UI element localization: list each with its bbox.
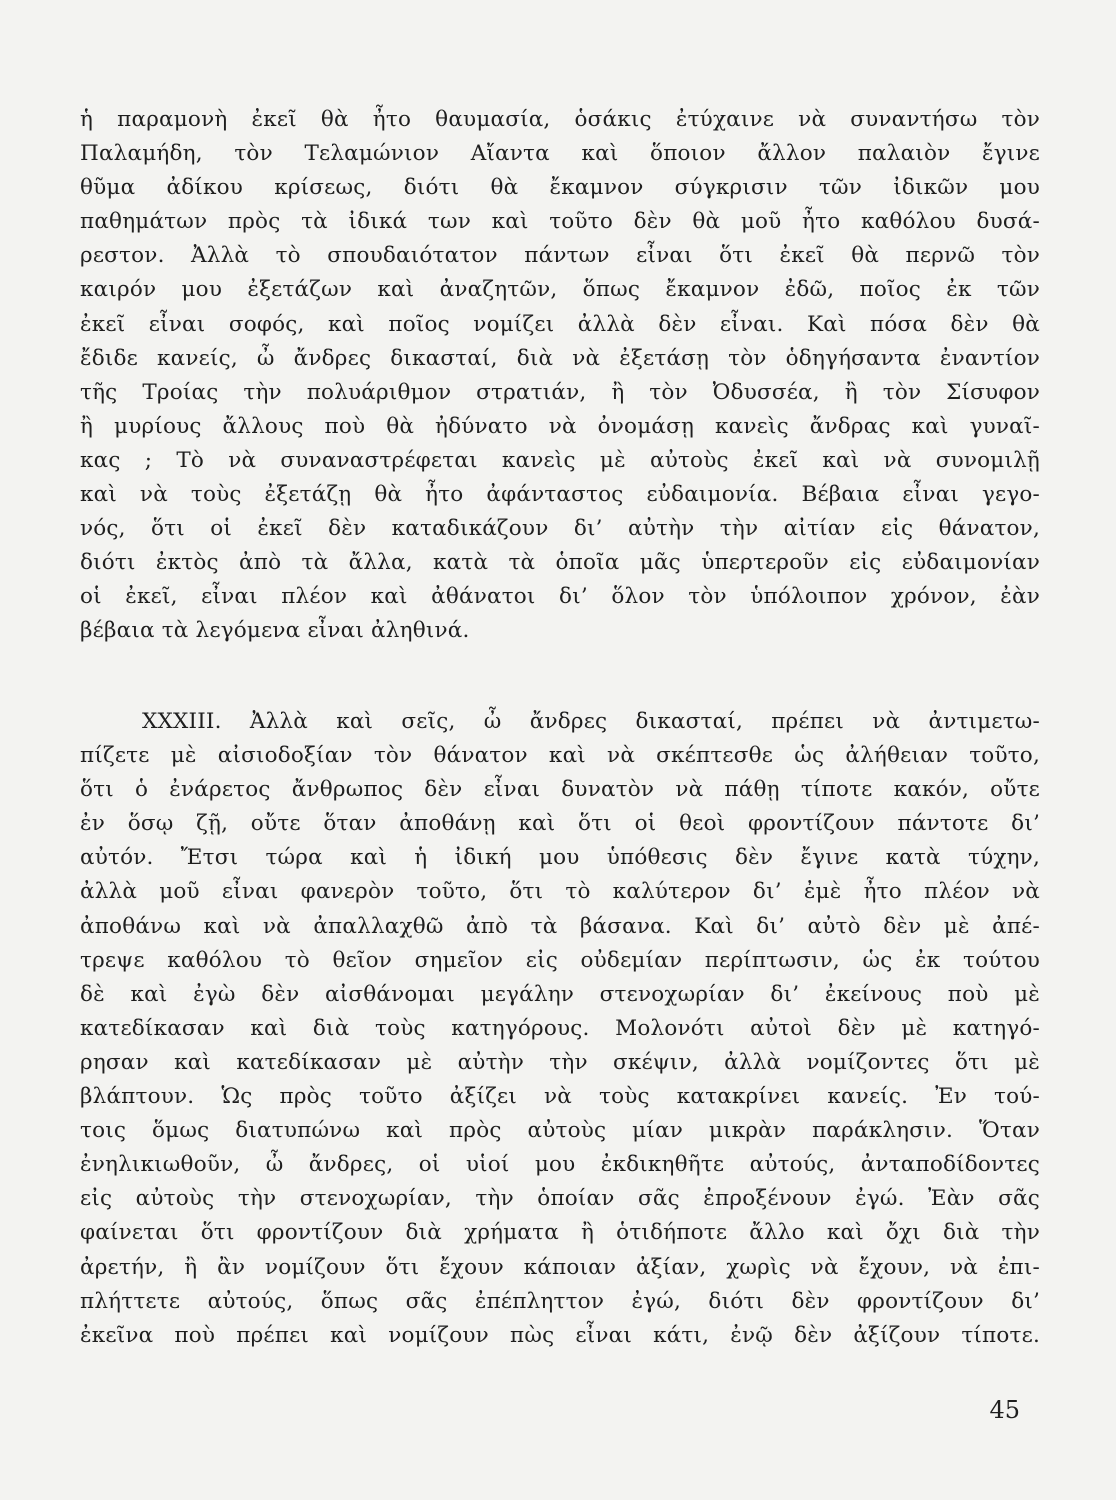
chapter-opening-line: XXXIII. Ἀλλὰ καὶ σεῖς, ὦ ἄνδρες δικασταί, πρέπει νὰ ἀντιμετω- (142, 709, 1040, 734)
text-line: τρεψε καθόλου τὸ θεῖον σημεῖον εἰς οὐδεμίαν περίπτωσιν, ὡς ἐκ τούτου (80, 947, 1040, 973)
text-line: ἀποθάνω καὶ νὰ ἀπαλλαχθῶ ἀπὸ τὰ βάσανα. Καὶ δι’ αὐτὸ δὲν μὲ ἀπέ- (80, 913, 1040, 939)
paragraph-2 (80, 705, 1040, 1353)
text-line: κατεδίκασαν καὶ διὰ τοὺς κατηγόρους. Μολονότι αὐτοὶ δὲν μὲ κατηγό- (80, 1015, 1040, 1041)
text-line: αὐτόν. Ἔτσι τώρα καὶ ἡ ἰδική μου ὑπόθεσις δὲν ἔγινε κατὰ τύχην, (80, 845, 1040, 871)
text-line: ἔδιδε κανείς, ὦ ἄνδρες δικασταί, διὰ νὰ ἐξετάσῃ τὸν ὁδηγήσαντα ἐναντίον (80, 345, 1040, 371)
text-line: ρεστον. Ἀλλὰ τὸ σπουδαιότατον πάντων εἶναι ὅτι ἐκεῖ θὰ περνῶ τὸν (80, 243, 1040, 269)
text-line: ἐν ὅσῳ ζῇ, οὔτε ὅταν ἀποθάνῃ καὶ ὅτι οἱ θεοὶ φροντίζουν πάντοτε δι’ (80, 811, 1040, 837)
text-line: θῦμα ἀδίκου κρίσεως, διότι θὰ ἔκαμνον σύγκρισιν τῶν ἰδικῶν μου (80, 175, 1040, 201)
text-line: ἀρετήν, ἢ ἂν νομίζουν ὅτι ἔχουν κάποιαν ἀξίαν, χωρὶς νὰ ἔχουν, νὰ ἐπι- (80, 1254, 1040, 1280)
text-line: τοις ὅμως διατυπώνω καὶ πρὸς αὐτοὺς μίαν μικρὰν παράκλησιν. Ὅταν (80, 1118, 1040, 1144)
text-line: τῆς Τροίας τὴν πολυάριθμον στρατιάν, ἢ τὸν Ὀδυσσέα, ἢ τὸν Σίσυφον (80, 379, 1040, 405)
text-line: διότι ἐκτὸς ἀπὸ τὰ ἄλλα, κατὰ τὰ ὁποῖα μᾶς ὑπερτεροῦν εἰς εὐδαιμονίαν (80, 550, 1040, 576)
text-line: καὶ νὰ τοὺς ἐξετάζῃ θὰ ἦτο ἀφάνταστος εὐδαιμονία. Βέβαια εἶναι γεγο- (80, 482, 1040, 508)
text-line: ρησαν καὶ κατεδίκασαν μὲ αὐτὴν τὴν σκέψιν, ἀλλὰ νομίζοντες ὅτι μὲ (80, 1049, 1040, 1075)
text-line: παθημάτων πρὸς τὰ ἰδικά των καὶ τοῦτο δὲν θὰ μοῦ ἦτο καθόλου δυσά- (80, 209, 1040, 235)
text-line: ἢ μυρίους ἄλλους ποὺ θὰ ἠδύνατο νὰ ὀνομάσῃ κανεὶς ἄνδρας καὶ γυναῖ- (80, 413, 1040, 439)
text-line: καιρόν μου ἐξετάζων καὶ ἀναζητῶν, ὅπως ἔκαμνον ἐδῶ, ποῖος ἐκ τῶν (80, 277, 1040, 303)
text-line: βλάπτουν. Ὡς πρὸς τοῦτο ἀξίζει νὰ τοὺς κατακρίνει κανείς. Ἐν τού- (80, 1084, 1040, 1110)
text-line: ἐνηλικιωθοῦν, ὦ ἄνδρες, οἱ υἱοί μου ἐκδικηθῆτε αὐτούς, ἀνταποδίδοντες (80, 1152, 1040, 1178)
text-line: φαίνεται ὅτι φροντίζουν διὰ χρήματα ἢ ὁτιδήποτε ἄλλο καὶ ὄχι διὰ τὴν (80, 1220, 1040, 1246)
text-line: κας ; Τὸ νὰ συναναστρέφεται κανεὶς μὲ αὐτοὺς ἐκεῖ καὶ νὰ συνομιλῇ (80, 447, 1040, 473)
text-line: ἐκεῖ εἶναι σοφός, καὶ ποῖος νομίζει ἀλλὰ δὲν εἶναι. Καὶ πόσα δὲν θὰ (80, 311, 1040, 337)
text-line: ἡ παραμονὴ ἐκεῖ θὰ ἦτο θαυμασία, ὁσάκις ἐτύχαινε νὰ συναντήσω τὸν (80, 107, 1040, 132)
text-line: ἐκεῖνα ποὺ πρέπει καὶ νομίζουν πὼς εἶναι κάτι, ἐνῷ δὲν ἀξίζουν τίποτε. (80, 1322, 1040, 1348)
text-line: ὅτι ὁ ἐνάρετος ἄνθρωπος δὲν εἶναι δυνατὸν νὰ πάθῃ τίποτε κακόν, οὔτε (80, 777, 1040, 803)
text-line: πίζετε μὲ αἰσιοδοξίαν τὸν θάνατον καὶ νὰ σκέπτεσθε ὡς ἀλήθειαν τοῦτο, (80, 743, 1040, 769)
text-line: βέβαια τὰ λεγόμενα εἶναι ἀληθινά. (80, 618, 470, 644)
text-line: Παλαμήδη, τὸν Τελαμώνιον Αἴαντα καὶ ὅποιον ἄλλον παλαιὸν ἔγινε (80, 141, 1040, 167)
text-line: δὲ καὶ ἐγὼ δὲν αἰσθάνομαι μεγάλην στενοχωρίαν δι’ ἐκείνους ποὺ μὲ (80, 981, 1040, 1007)
text-line: νός, ὅτι οἱ ἐκεῖ δὲν καταδικάζουν δι’ αὐτὴν τὴν αἰτίαν εἰς θάνατον, (80, 516, 1040, 542)
text-line: πλήττετε αὐτούς, ὅπως σᾶς ἐπέπληττον ἐγώ, διότι δὲν φροντίζουν δι’ (80, 1288, 1040, 1314)
text-line: εἰς αὐτοὺς τὴν στενοχωρίαν, τὴν ὁποίαν σᾶς ἐπροξένουν ἐγώ. Ἐὰν σᾶς (80, 1186, 1040, 1212)
text-line: ἀλλὰ μοῦ εἶναι φανερὸν τοῦτο, ὅτι τὸ καλύτερον δι’ ἐμὲ ἦτο πλέον νὰ (80, 879, 1040, 905)
text-line: οἱ ἐκεῖ, εἶναι πλέον καὶ ἀθάνατοι δι’ ὅλον τὸν ὑπόλοιπον χρόνον, ἐὰν (80, 584, 1040, 610)
paragraph-1 (80, 103, 1040, 649)
page-number: 45 (989, 1396, 1020, 1424)
